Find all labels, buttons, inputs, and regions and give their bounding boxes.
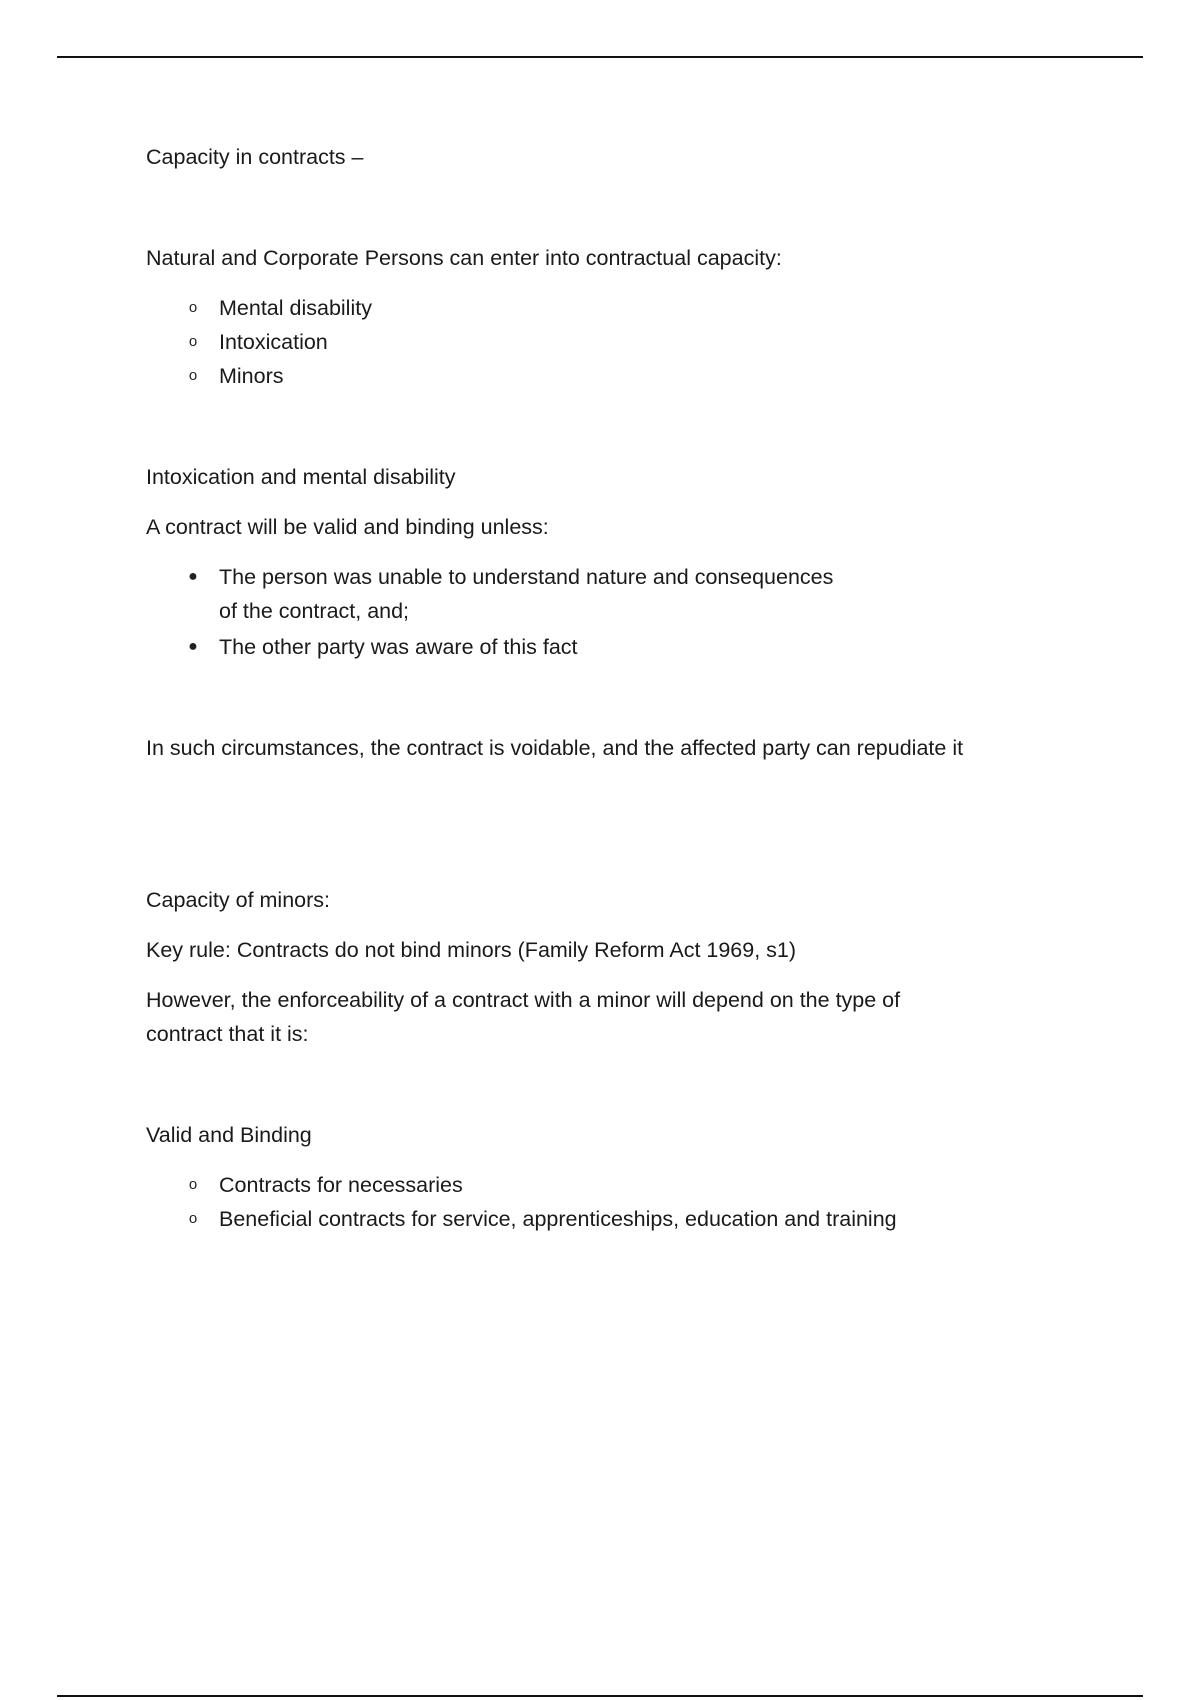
enforceability-paragraph: However, the enforceability of a contract with a minor will depend on the type of contract that it is: — [146, 988, 901, 1046]
condition-list — [146, 560, 1086, 664]
section-heading-valid-binding: Valid and Binding — [146, 1123, 312, 1147]
list-item — [188, 560, 1086, 628]
list-item-text: The other party was aware of this fact — [219, 635, 578, 659]
list-item-text: The person was unable to understand nature and consequences of the contract, and; — [219, 565, 834, 623]
header-rule — [57, 56, 1143, 58]
section-heading-minors: Capacity of minors: — [146, 888, 331, 912]
disc-bullet-icon: ● — [188, 638, 198, 655]
conclusion-paragraph: In such circumstances, the contract is voidable, and the affected party can repudiate it — [146, 736, 964, 760]
list-item-text: Intoxication — [219, 330, 328, 354]
list-item — [188, 359, 1086, 393]
list-item-text: Minors — [219, 364, 284, 388]
footer-rule — [57, 1695, 1143, 1697]
hollow-bullet-icon: o — [188, 367, 198, 384]
intro-paragraph: Natural and Corporate Persons can enter into contractual capacity: — [146, 246, 782, 270]
document-body — [146, 140, 1086, 1236]
list-item — [188, 291, 1086, 325]
section-heading-intoxication: Intoxication and mental disability — [146, 465, 456, 489]
list-item-text: Mental disability — [219, 296, 372, 320]
capacity-list — [146, 291, 1086, 393]
hollow-bullet-icon: o — [188, 1176, 198, 1193]
list-item-text: Contracts for necessaries — [219, 1173, 463, 1197]
list-item — [188, 1202, 1086, 1236]
list-item — [188, 630, 1086, 664]
list-item — [188, 325, 1086, 359]
hollow-bullet-icon: o — [188, 1210, 198, 1227]
list-item — [188, 1168, 1086, 1202]
list-item-text: Beneficial contracts for service, apprenticeships, education and training — [219, 1207, 897, 1231]
document-title: Capacity in contracts – — [146, 145, 364, 169]
disc-bullet-icon: ● — [188, 568, 198, 585]
hollow-bullet-icon: o — [188, 333, 198, 350]
valid-binding-list — [146, 1168, 1086, 1236]
section-lead-paragraph: A contract will be valid and binding unless: — [146, 515, 549, 539]
key-rule-paragraph: Key rule: Contracts do not bind minors (Family Reform Act 1969, s1) — [146, 938, 797, 962]
hollow-bullet-icon: o — [188, 299, 198, 316]
